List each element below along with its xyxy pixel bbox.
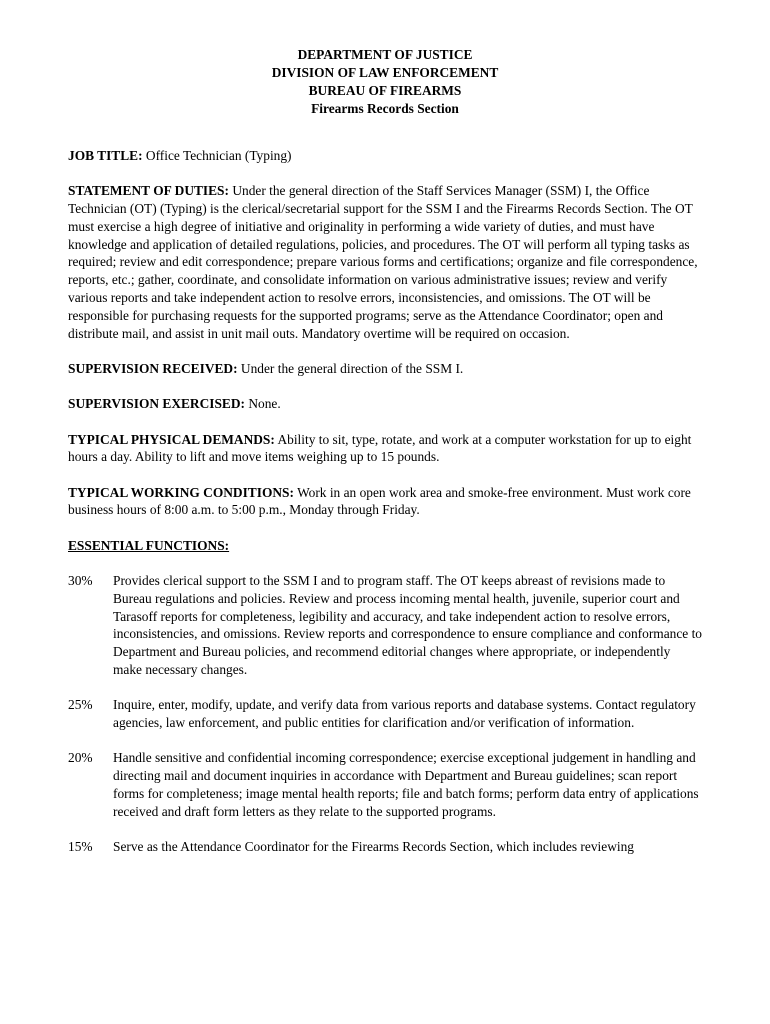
working-conditions-text: Work in an open work area and smoke-free environment. Must work core business hours of 8:00 a.m. to 5:00 p.m., Monday through Friday. [68,484,691,518]
supervision-exercised-paragraph [68,395,702,413]
working-conditions-label: TYPICAL WORKING CONDITIONS: [68,484,294,500]
job-title-paragraph [68,147,702,165]
function-text: Serve as the Attendance Coordinator for the Firearms Records Section, which includes reviewing [113,839,634,855]
function-item [68,749,702,820]
physical-demands-label: TYPICAL PHYSICAL DEMANDS: [68,431,275,447]
physical-demands-text: Ability to sit, type, rotate, and work at a computer workstation for up to eight hours a day. Ability to lift and move items weighing up to 15 pounds. [68,431,692,465]
working-conditions-paragraph [68,484,702,520]
function-percent: 20% [68,750,93,766]
document-body [68,147,702,873]
function-text: Handle sensitive and confidential incoming correspondence; exercise exceptional judgement in handling and directing mail and document inquiries in accordance with Department and Bureau guidelines; scan report forms for completeness; image mental health reports; file and batch forms; perform data entry of applications received and draft form letters as they relate to the supported programs. [113,750,699,819]
function-item [68,696,702,732]
supervision-received-paragraph [68,360,702,378]
job-title-value: Office Technician (Typing) [145,148,292,163]
supervision-exercised-text: None. [248,396,281,412]
function-percent: 25% [68,697,93,713]
function-item [68,572,702,679]
document-header [0,46,770,118]
statement-of-duties-text: Under the general direction of the Staff Services Manager (SSM) I, the Office Technician (OT) (Typing) is the clerical/secretarial support for the SSM I and the Firearms Records Section. The OT must exercise a high degree of initiative and originality in performing a wide variety of duties, and must have knowledge and application of detailed regulations, policies, and procedures. The OT will perform all typing tasks as required; review and edit correspondence; prepare various forms and certifications; organize and file correspondence, reports, etc.; gather, coordinate, and consolidate information on various administrative issues; review and verify various reports and take independent action to resolve errors, inconsistencies, and omissions. The OT will be responsible for purchasing requests for the supported programs; serve as the Attendance Coordinator; open and distribute mail, and assist in unit mail outs. Mandatory overtime will be required on occasion. [68,183,698,341]
job-title-label: JOB TITLE: [68,148,143,163]
supervision-received-label: SUPERVISION RECEIVED: [68,360,238,376]
statement-of-duties-label: STATEMENT OF DUTIES: [68,183,229,199]
header-section: Firearms Records Section [311,101,459,116]
function-percent: 15% [68,839,93,855]
header-department: DEPARTMENT OF JUSTICE [297,47,473,62]
supervision-exercised-label: SUPERVISION EXERCISED: [68,396,245,412]
supervision-received-text: Under the general direction of the SSM I. [240,360,464,376]
function-item [68,838,702,856]
physical-demands-paragraph [68,431,702,467]
function-percent: 30% [68,573,93,589]
essential-functions-heading: ESSENTIAL FUNCTIONS: [68,537,230,553]
statement-of-duties-paragraph [68,182,702,342]
function-text: Provides clerical support to the SSM I and to program staff. The OT keeps abreast of revisions made to Bureau regulations and policies. Review and process incoming mental health, juvenile, superior court and Tarasoff reports for completeness, legibility and accuracy, and take independent action to resolve errors, inconsistencies, and omissions. Review reports and correspondence to ensure compliance and conformance to Department and Bureau policies, and recommend editorial changes where appropriate, or independently make necessary changes. [113,573,703,678]
header-bureau: BUREAU OF FIREARMS [308,83,462,98]
header-division: DIVISION OF LAW ENFORCEMENT [271,65,499,80]
function-text: Inquire, enter, modify, update, and verify data from various reports and database systems. Contact regulatory agencies, law enforcement, and public entities for clarification and/or verification of information. [113,697,696,731]
